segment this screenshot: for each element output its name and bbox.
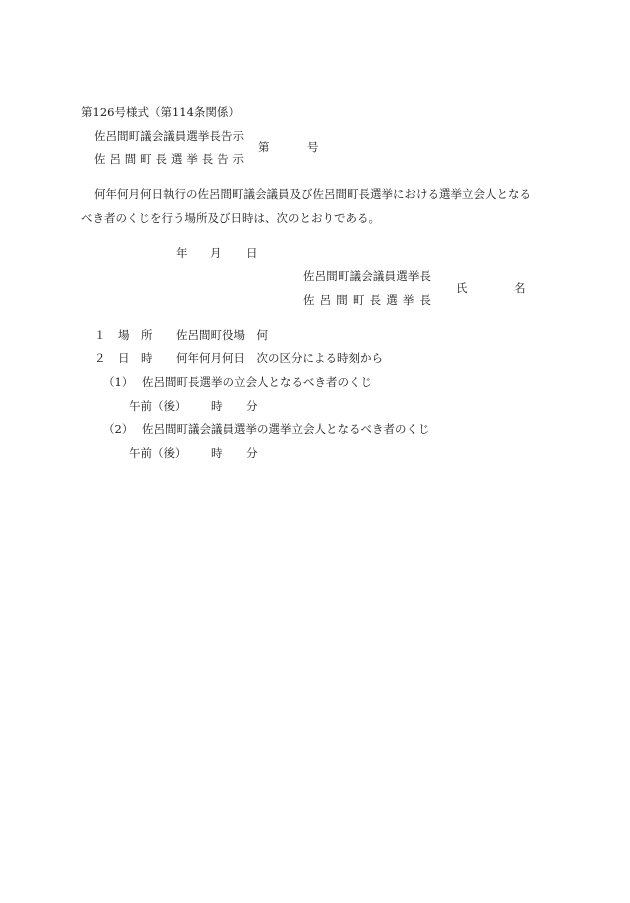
notice-title-council: 佐呂間町議会議員選挙長告示 [94,129,244,143]
body-text-line2: べき者のくじを行う場所及び日時は、次のとおりである。 [81,211,380,225]
date-year: 年 [176,246,188,260]
sub2-text: 佐呂間町議会議員選挙の選挙立会人となるべき者のくじ [142,422,430,436]
sub2-time-hour: 時 [211,446,223,460]
sub1-time-min: 分 [246,399,258,413]
sub1-num: （1） [103,375,134,389]
date-month: 月 [210,246,222,260]
notice-title-mayor: 佐呂間町長選挙長告示 [94,152,244,166]
sub2-num: （2） [103,422,134,436]
item-place-value: 佐呂間町役場 何 [176,328,268,342]
sub2-time-ampm: 午前（後） [129,446,187,460]
notice-number-suffix: 号 [307,140,319,154]
date-day: 日 [246,246,258,260]
sub1-time-hour: 時 [211,399,223,413]
signatory-name-label-1: 氏 [456,281,468,295]
item-place-label: 場 所 [118,328,153,342]
item-place-num: １ [94,328,106,342]
notice-number-prefix: 第 [258,140,270,154]
sub2-time-min: 分 [246,446,258,460]
item-datetime-num: ２ [94,351,106,365]
item-datetime-label: 日 時 [118,351,153,365]
body-text-line1: 何年何月何日執行の佐呂間町議会議員及び佐呂間町長選挙における選挙立会人となる [94,187,531,201]
sub1-time-ampm: 午前（後） [129,399,187,413]
form-header: 第126号様式（第114条関係） [81,105,240,119]
signatory-mayor: 佐呂間町長選挙長 [303,293,431,307]
signatory-name-label-2: 名 [514,281,526,295]
signatory-council: 佐呂間町議会議員選挙長 [303,269,431,283]
item-datetime-value: 何年何月何日 次の区分による時刻から [176,351,383,365]
sub1-text: 佐呂間町長選挙の立会人となるべき者のくじ [142,375,372,389]
